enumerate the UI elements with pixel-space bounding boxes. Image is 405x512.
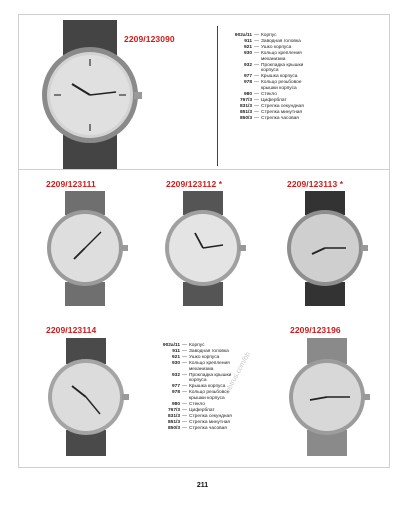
- part-name: Стрелка минутная: [261, 109, 302, 115]
- part-code: 932: [171, 372, 180, 378]
- part-name: Стрелка секундная: [189, 413, 232, 419]
- part-dash: —: [182, 348, 187, 354]
- model-label-123113: 2209/123113 *: [287, 179, 344, 189]
- part-dash: —: [254, 50, 259, 56]
- part-code: 831/3: [167, 413, 180, 419]
- part-code: 911: [244, 38, 252, 44]
- part-dash: —: [182, 390, 187, 396]
- part-code: 831/3: [239, 103, 252, 109]
- part-dash: —: [182, 372, 187, 378]
- part-dash: —: [254, 33, 259, 38]
- part-dash: —: [182, 425, 187, 431]
- part-dash: —: [182, 354, 187, 360]
- part-name: Кольцо крепления: [189, 360, 230, 366]
- part-code: 980: [243, 92, 252, 98]
- part-code: 930: [171, 360, 180, 366]
- part-name: Стрелка часовая: [189, 425, 227, 431]
- watch-photo-123113: [279, 191, 371, 306]
- part-name: Стекло: [261, 92, 277, 98]
- part-code: 980: [171, 402, 180, 408]
- part-code: 921: [243, 44, 252, 50]
- part-code: 978: [243, 80, 252, 86]
- part-dash: —: [254, 109, 259, 115]
- watch-photo-123112: [157, 191, 249, 306]
- part-name: Крышка корпуса: [261, 74, 298, 80]
- watch-photo-123111: [39, 191, 131, 306]
- part-dash: —: [182, 360, 187, 366]
- part-name: Заводная головка: [189, 348, 229, 354]
- model-label-123196: 2209/123196: [290, 325, 341, 335]
- part-name: механизма: [261, 56, 286, 62]
- parts-list-top: [226, 33, 376, 122]
- part-name: Стрелка часовая: [261, 115, 299, 121]
- part-code: 977: [243, 74, 252, 80]
- part-name: крышки корпуса: [189, 396, 225, 402]
- part-name: Крышка корпуса: [189, 384, 226, 390]
- part-dash: —: [254, 97, 259, 103]
- part-dash: —: [254, 103, 259, 109]
- part-dash: —: [182, 384, 187, 390]
- part-name: крышки корпуса: [261, 86, 297, 92]
- part-code: 850/3: [239, 115, 252, 121]
- model-label-123114: 2209/123114: [46, 325, 97, 335]
- panel-divider: [217, 26, 218, 166]
- part-code: 850/3: [167, 425, 180, 431]
- part-code: 930: [243, 50, 252, 56]
- part-dash: —: [182, 343, 187, 348]
- part-name: корпуса: [261, 68, 279, 74]
- part-name: Циферблат: [261, 97, 287, 103]
- part-dash: —: [254, 44, 259, 50]
- part-name: Корпус: [261, 33, 277, 38]
- part-code: 977: [171, 384, 180, 390]
- part-name: Кольцо резьбовое: [189, 390, 230, 396]
- model-label-123112: 2209/123112 *: [166, 179, 223, 189]
- model-label-123111: 2209/123111: [46, 179, 96, 189]
- part-dash: —: [254, 62, 259, 68]
- part-code: 851/3: [239, 109, 252, 115]
- part-name: Стрелка секундная: [261, 103, 304, 109]
- watch-photo-123196: [281, 338, 373, 456]
- part-name: Кольцо резьбовое: [261, 80, 302, 86]
- part-dash: —: [254, 38, 259, 44]
- part-code: 921: [171, 354, 180, 360]
- part-dash: —: [254, 74, 259, 80]
- part-code: 978: [171, 390, 180, 396]
- part-row: [226, 116, 376, 122]
- part-dash: —: [254, 92, 259, 98]
- model-label-123090: 2209/123090: [124, 34, 175, 44]
- part-name: Кольцо крепления: [261, 50, 302, 56]
- part-code: 851/3: [167, 419, 180, 425]
- part-name: Циферблат: [189, 407, 215, 413]
- part-dash: —: [182, 407, 187, 413]
- part-name: Заводная головка: [261, 38, 301, 44]
- part-name: Ушко корпуса: [261, 44, 292, 50]
- part-name: Стекло: [189, 402, 205, 408]
- part-code: 767/3: [239, 97, 252, 103]
- part-code: 911: [172, 348, 180, 354]
- part-code: 902а/11: [162, 343, 180, 348]
- part-name: Прокладка крышки: [189, 372, 232, 378]
- part-code: 902а/11: [234, 33, 252, 38]
- part-row: [154, 426, 274, 432]
- part-name: Корпус: [189, 343, 205, 348]
- part-code: 932: [243, 62, 252, 68]
- page-number: 211: [196, 482, 209, 489]
- part-dash: —: [254, 115, 259, 121]
- watermark-text: mbtrus.com/bb: [224, 351, 252, 396]
- part-dash: —: [254, 80, 259, 86]
- watch-photo-123114: [40, 338, 132, 456]
- part-dash: —: [182, 419, 187, 425]
- part-name: Стрелка минутная: [189, 419, 230, 425]
- part-dash: —: [182, 402, 187, 408]
- part-name: Прокладка крышки: [261, 62, 304, 68]
- part-name: корпуса: [189, 378, 207, 384]
- parts-list-bottom: [154, 343, 274, 432]
- part-code: 767/3: [167, 407, 180, 413]
- part-name: Ушко корпуса: [189, 354, 220, 360]
- part-dash: —: [182, 413, 187, 419]
- part-name: механизма: [189, 366, 214, 372]
